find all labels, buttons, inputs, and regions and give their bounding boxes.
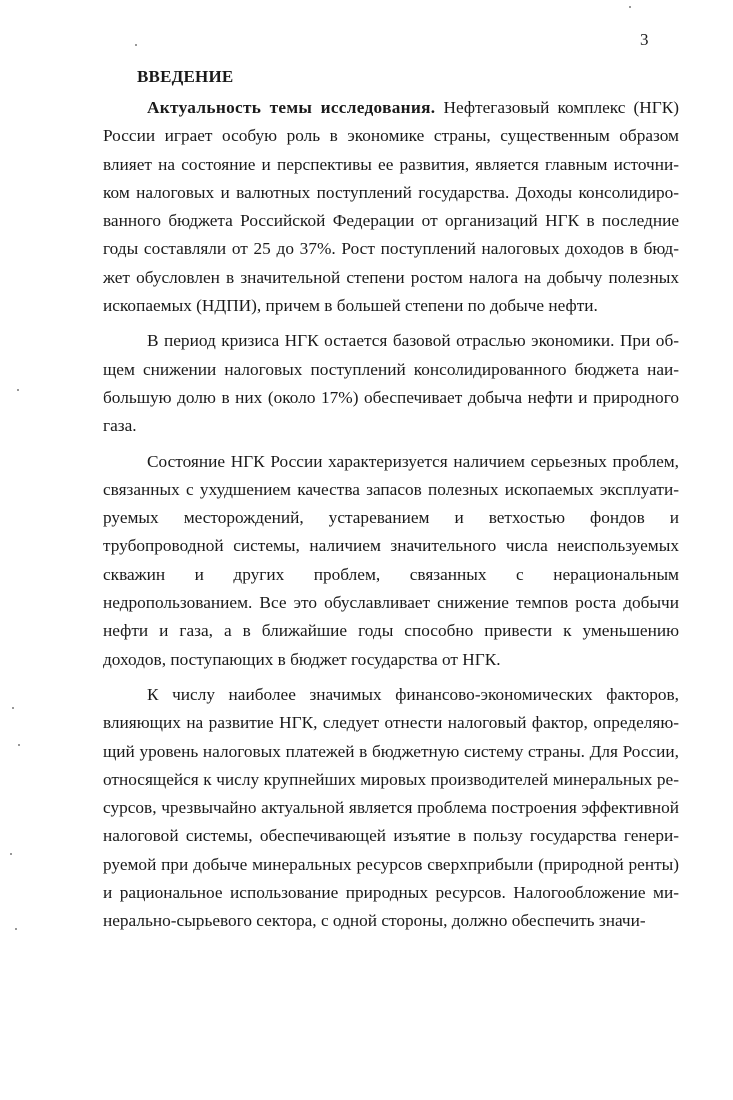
paragraph-1	[103, 94, 679, 320]
paragraph-2	[103, 327, 679, 440]
paragraph-3	[103, 448, 679, 674]
paragraph-text: К числу наиболее значимых финансово-экономических факторов, влияющих на развитие НГК, следует отнести налоговый фактор, определяющий уровень налоговых платежей в бюджетную систему страны. Для России, относящейся к числу крупнейших мировых производителей минеральных ресурсов, чрезвычайно актуальной является проблема построения эффективной налоговой системы, обеспечивающей изъятие в пользу государства генерируемой при добыче минеральных ресурсов сверхприбыли (природной ренты) и рациональное использование природных ресурсов. Налогообложение минерально-сырьевого сектора, с одной стороны, должно обеспечить значи-	[103, 684, 679, 931]
paragraph-text: Состояние НГК России характеризуется наличием серьезных проблем, связанных с ухудшением качества запасов полезных ископаемых эксплуатируемых месторождений, устареванием и ветхостью фондов и трубопроводной системы, наличием значительного числа неиспользуемых скважин и других проблем, связанных с нерациональным недропользованием. Все это обуславливает снижение темпов роста добычи нефти и газа, а в ближайшие годы способно привести к уменьшению доходов, поступающих в бюджет государства от НГК.	[103, 451, 679, 669]
scan-speck	[10, 853, 12, 855]
page-number: 3	[640, 30, 649, 49]
scan-speck	[18, 744, 20, 746]
paragraph-text: Нефтегазовый комплекс (НГК) России играет особую роль в экономике страны, существенным образом влияет на состояние и перспективы ее развития, является главным источником налоговых и валютных поступлений государства. Доходы консолидированного бюджета Российской Федерации от организаций НГК в последние годы составляли от 25 до 37%. Рост поступлений налоговых доходов в бюджет обусловлен в значительной степени ростом налога на добычу полезных ископаемых (НДПИ), причем в большей степени по добыче нефти.	[103, 98, 679, 316]
paragraph-4	[103, 681, 679, 936]
scan-speck	[15, 928, 17, 930]
paragraph-text: В период кризиса НГК остается базовой отраслью экономики. При общем снижении налоговых поступлений консолидированного бюджета наибольшую долю в них (около 17%) обеспечивает добыча нефти и природного газа.	[103, 331, 679, 436]
scan-speck	[629, 6, 631, 8]
scan-speck	[12, 707, 14, 709]
body-text	[103, 94, 679, 936]
section-heading: ВВЕДЕНИЕ	[137, 67, 234, 86]
scan-speck	[135, 44, 137, 46]
paragraph-lead: Актуальность темы исследования.	[147, 98, 436, 117]
scan-speck	[17, 389, 19, 391]
